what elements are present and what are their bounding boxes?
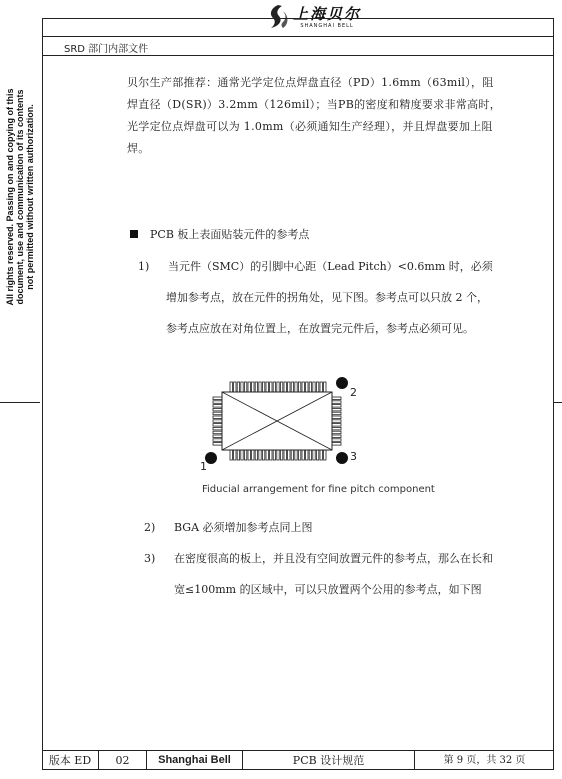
- component-pin: [288, 450, 290, 460]
- component-pin: [266, 450, 268, 460]
- component-pin: [213, 424, 222, 427]
- component-pin: [234, 450, 236, 460]
- component-pin: [320, 450, 322, 460]
- copyright-notice: [5, 82, 35, 312]
- component-pin: [259, 450, 261, 460]
- item-text-continued: 增加参考点，放在元件的拐角处，见下图。参考点可以只放 2 个，: [166, 291, 488, 304]
- component-pin: [213, 439, 222, 442]
- component-pin: [291, 450, 293, 460]
- component-pin: [295, 450, 297, 460]
- component-pin: [241, 382, 243, 392]
- logo-chinese: 上海贝尔: [293, 4, 362, 23]
- component-pin: [280, 450, 282, 460]
- component-pin: [332, 439, 341, 442]
- component-pin: [266, 382, 268, 392]
- paragraph-line: 焊直径（D(SR)）3.2mm（126mil）；当PB的密度和精度要求非常高时，: [127, 98, 502, 111]
- component-pin: [332, 405, 341, 408]
- component-pin: [332, 435, 341, 438]
- component-pin: [316, 382, 318, 392]
- component-pin: [273, 450, 275, 460]
- department-rule: [42, 55, 554, 56]
- component-pin: [302, 450, 304, 460]
- section-heading: [130, 226, 309, 242]
- list-item: [144, 545, 493, 573]
- company-name: Shanghai Bell: [147, 751, 243, 770]
- item-text-continued: 宽≤100mm 的区域中，可以只放置两个公用的参考点，如下图: [174, 583, 482, 596]
- component-pin: [213, 408, 222, 411]
- component-pin: [213, 416, 222, 419]
- component-pin: [262, 382, 264, 392]
- component-pin: [302, 382, 304, 392]
- copyright-line: All rights reserved. Passing on and copying of this: [5, 88, 15, 306]
- logo-english: SHANGHAI BELL: [300, 22, 354, 29]
- component-pin: [255, 382, 257, 392]
- component-pin: [332, 412, 341, 415]
- component-pin: [288, 382, 290, 392]
- version-number: 02: [99, 751, 147, 770]
- item-text: BGA 必须增加参考点同上图: [174, 521, 313, 534]
- component-pin: [332, 416, 341, 419]
- fiducial-label: 3: [350, 450, 357, 463]
- component-pin: [332, 424, 341, 427]
- component-pin: [273, 382, 275, 392]
- component-pin: [255, 450, 257, 460]
- paragraph-line: 贝尔生产部推荐：通常光学定位点焊盘直径（PD）1.6mm（63mil），阻: [127, 76, 494, 89]
- component-pin: [332, 408, 341, 411]
- component-pin: [213, 435, 222, 438]
- item-text-continued: 参考点应放在对角位置上，在放置完元件后，参考点必须可见。: [166, 322, 474, 335]
- component-pin: [291, 382, 293, 392]
- component-pin: [316, 450, 318, 460]
- fiducial-mark: [336, 452, 348, 464]
- component-pin: [324, 450, 326, 460]
- component-pin: [230, 450, 232, 460]
- component-pin: [277, 382, 279, 392]
- item-text: 在密度很高的板上，并且没有空间放置元件的参考点，那么在长和: [174, 552, 493, 565]
- fiducial-mark: [336, 377, 348, 389]
- version-label: 版本 ED: [42, 751, 99, 770]
- component-pin: [213, 401, 222, 404]
- component-pin: [298, 450, 300, 460]
- copyright-line: not permitted without written authorization.: [25, 104, 35, 290]
- component-pin: [332, 427, 341, 430]
- component-pin: [284, 382, 286, 392]
- component-pin: [230, 382, 232, 392]
- component-pin: [252, 450, 254, 460]
- component-pin: [213, 412, 222, 415]
- fiducial-diagram: [196, 372, 366, 476]
- figure-caption: Fiducial arrangement for fine pitch component: [202, 484, 435, 495]
- paragraph-line: 光学定位点焊盘可以为 1.0mm（必须通知生产经理），并且焊盘要加上阻: [127, 120, 493, 133]
- component-pin: [280, 382, 282, 392]
- intro-paragraph: [127, 72, 517, 160]
- component-pin: [241, 450, 243, 460]
- component-pin: [213, 420, 222, 423]
- component-pin: [313, 382, 315, 392]
- component-pin: [213, 443, 222, 446]
- list-item: [138, 253, 493, 281]
- component-pin: [324, 382, 326, 392]
- component-pin: [306, 382, 308, 392]
- item-number: 1): [138, 260, 150, 273]
- component-pin: [248, 382, 250, 392]
- component-pin: [234, 382, 236, 392]
- component-pin: [262, 450, 264, 460]
- component-pin: [332, 401, 341, 404]
- component-pin: [237, 450, 239, 460]
- component-pin: [213, 427, 222, 430]
- department-label: SRD 部门内部文件: [64, 44, 149, 55]
- fiducial-label: 2: [350, 386, 357, 399]
- page-info: 第 9 页，共 32 页: [443, 755, 526, 766]
- item-number: 3): [144, 552, 156, 565]
- item-number: 2): [144, 521, 156, 534]
- component-pin: [237, 382, 239, 392]
- component-pin: [295, 382, 297, 392]
- right-margin-mark: [554, 402, 562, 403]
- component-pin: [332, 420, 341, 423]
- component-pin: [313, 450, 315, 460]
- copyright-line: document, use and communication of its contents: [15, 89, 25, 305]
- component-pin: [213, 397, 222, 400]
- component-pin: [244, 450, 246, 460]
- list-item: [144, 514, 313, 542]
- component-pin: [213, 405, 222, 408]
- component-pin: [252, 382, 254, 392]
- page-footer: [42, 750, 554, 770]
- left-margin-mark: [0, 402, 40, 403]
- section-title: PCB 板上表面贴装元件的参考点: [150, 228, 310, 241]
- component-pin: [270, 450, 272, 460]
- component-pin: [309, 382, 311, 392]
- component-pin: [284, 450, 286, 460]
- component-pin: [213, 431, 222, 434]
- component-pin: [306, 450, 308, 460]
- square-bullet-icon: [130, 230, 138, 238]
- component-pin: [332, 397, 341, 400]
- component-pin: [270, 382, 272, 392]
- component-pin: [244, 382, 246, 392]
- item-text: 当元件（SMC）的引脚中心距（Lead Pitch）<0.6mm 时，必须: [168, 260, 493, 273]
- component-pin: [332, 431, 341, 434]
- component-pin: [332, 443, 341, 446]
- component-pin: [320, 382, 322, 392]
- component-pin: [298, 382, 300, 392]
- fiducial-label: 1: [200, 460, 207, 473]
- component-pin: [309, 450, 311, 460]
- component-pin: [277, 450, 279, 460]
- paragraph-line: 焊。: [127, 142, 150, 155]
- component-pin: [248, 450, 250, 460]
- document-title: PCB 设计规范: [243, 751, 415, 770]
- component-pin: [259, 382, 261, 392]
